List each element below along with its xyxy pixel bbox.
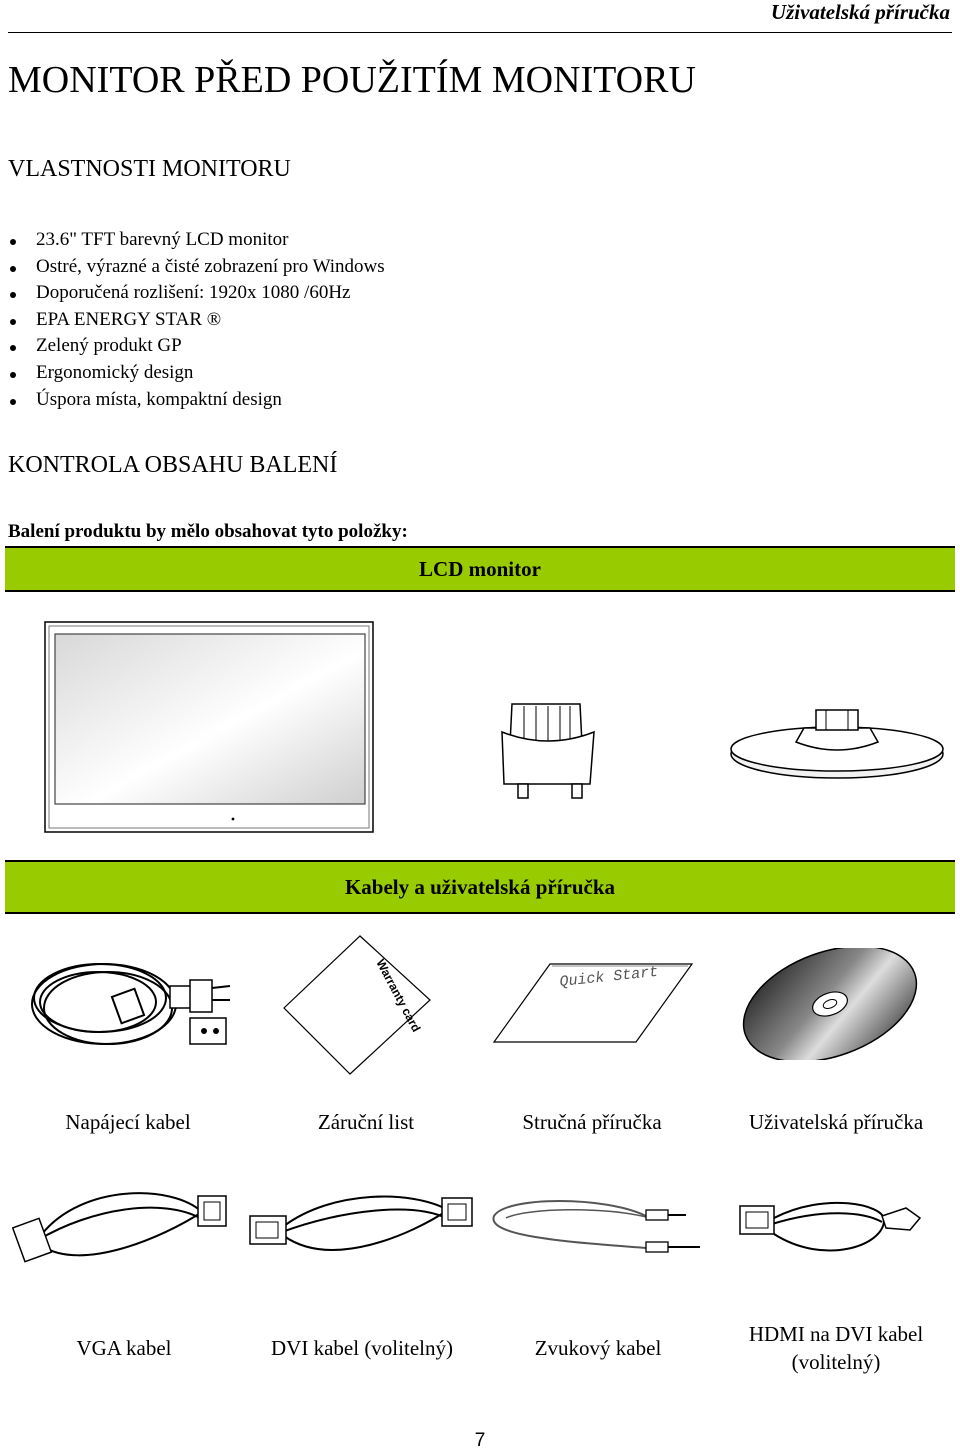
feature-item: Doporučená rozlišení: 1920x 1080 /60Hz	[8, 280, 385, 307]
hdmi-dvi-cable-illustration	[734, 1194, 926, 1270]
caption-user-manual: Uživatelská příručka	[748, 1110, 924, 1134]
caption-quick-start: Stručná příručka	[522, 1110, 662, 1134]
feature-item: Úspora místa, kompaktní design	[8, 387, 385, 414]
caption-audio-cable: Zvukový kabel	[534, 1336, 662, 1360]
dvi-cable-illustration	[242, 1190, 478, 1270]
header-rule	[8, 32, 952, 33]
feature-item: 23.6" TFT barevný LCD monitor	[8, 227, 385, 254]
caption-hdmi-dvi-optional: (volitelný)	[791, 1350, 881, 1374]
warranty-card-illustration	[280, 930, 440, 1080]
power-cable-illustration	[20, 950, 252, 1060]
cd-illustration	[734, 948, 926, 1060]
caption-power-cable: Napájecí kabel	[65, 1110, 191, 1134]
caption-vga-cable: VGA kabel	[76, 1336, 172, 1360]
monitor-illustration	[40, 620, 376, 836]
package-heading: KONTROLA OBSAHU BALENÍ	[8, 452, 338, 478]
feature-item: Ergonomický design	[8, 360, 385, 387]
stand-neck-illustration	[498, 698, 598, 806]
audio-cable-illustration	[486, 1196, 708, 1266]
running-header: Uživatelská příručka	[770, 0, 950, 24]
warranty-card-text: Warranty card	[373, 956, 424, 1035]
package-intro: Balení produktu by mělo obsahovat tyto položky:	[8, 521, 408, 542]
caption-dvi-cable: DVI kabel (volitelný)	[271, 1336, 453, 1360]
vga-cable-illustration	[12, 1188, 232, 1272]
stand-base-illustration	[724, 700, 950, 788]
caption-hdmi-dvi-cable: HDMI na DVI kabel	[748, 1322, 924, 1346]
quick-start-illustration	[490, 958, 698, 1046]
quick-start-text: Quick Start	[558, 963, 660, 991]
feature-item: Ostré, výrazné a čisté zobrazení pro Windows	[8, 254, 385, 281]
features-heading: VLASTNOSTI MONITORU	[8, 156, 291, 182]
page-number: 7	[474, 1430, 486, 1451]
page-title: MONITOR PŘED POUŽITÍM MONITORU	[8, 59, 696, 101]
band-lcd-monitor: LCD monitor	[5, 546, 955, 592]
feature-item: Zelený produkt GP	[8, 333, 385, 360]
band-cables-manual: Kabely a uživatelská příručka	[5, 860, 955, 914]
caption-warranty-card: Záruční list	[317, 1110, 415, 1134]
features-list	[8, 227, 385, 413]
feature-item: EPA ENERGY STAR ®	[8, 307, 385, 334]
